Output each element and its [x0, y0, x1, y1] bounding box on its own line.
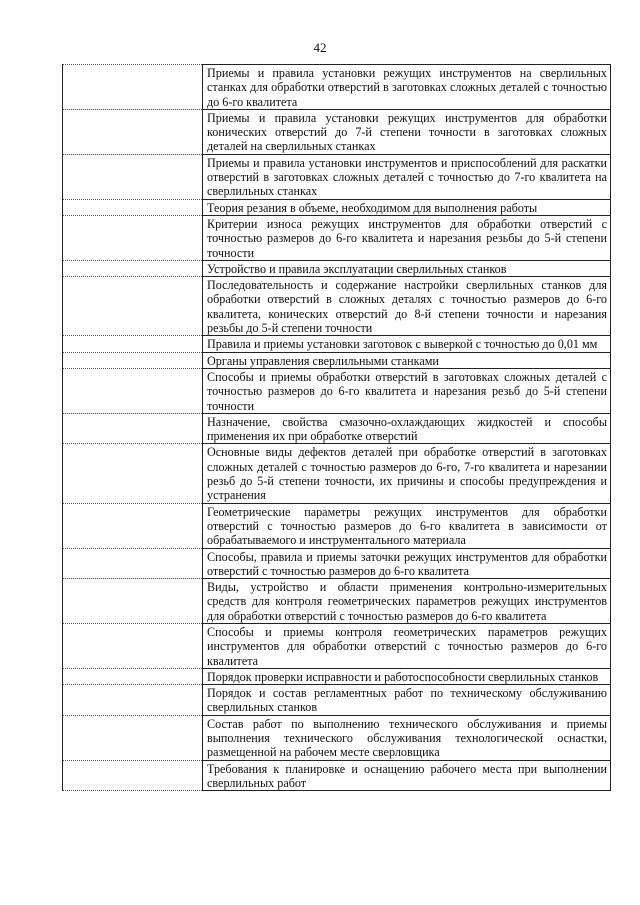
knowledge-item-text: Способы, правила и приемы заточки режущих инструментов для обработки отверстий с точностью размеров до 6-го квалитета — [207, 549, 607, 578]
table-cell-knowledge — [203, 352, 611, 368]
table-cell-knowledge — [203, 336, 611, 352]
knowledge-item-text: Виды, устройство и области применения контрольно-измерительных средств для контроля геометрических параметров режущих инструментов для обработки отверстий с точностью размеров до 6-го квалитета — [207, 580, 607, 623]
requirements-table-wrapper — [62, 64, 610, 791]
table-cell-label-empty — [63, 277, 203, 336]
table-cell-label-empty — [63, 760, 203, 791]
table-cell-knowledge — [203, 685, 611, 716]
table-cell-label-empty — [63, 579, 203, 624]
table-cell-label-empty — [63, 368, 203, 413]
knowledge-item-text: Приемы и правила установки режущих инструментов для обработки конических отверстий до 7-й степени точности в заготовках сложных деталей на сверлильных станках — [207, 110, 607, 154]
knowledge-item-text: Последовательность и содержание настройки сверлильных станков для обработки отверстий в сложных деталях с точностью размеров до 6-го квалитета, конических отверстий до 8-й степени точности и нарезания резьбы до 5-й степени точности — [207, 278, 607, 336]
knowledge-item-text: Состав работ по выполнению технического обслуживания и приемы выполнения технического обслуживания технологической оснастки, размещенной на рабочем месте сверловщика — [207, 716, 607, 760]
table-row — [63, 444, 611, 503]
table-cell-knowledge — [203, 368, 611, 413]
table-cell-label-empty — [63, 199, 203, 215]
table-cell-label-empty — [63, 623, 203, 668]
knowledge-item-text: Способы и приемы обработки отверстий в заготовках сложных деталей с точностью размеров до 6-го квалитета и нарезания резьб до 5-й степени точности — [207, 369, 607, 413]
table-row — [63, 336, 611, 352]
table-cell-label-empty — [63, 715, 203, 760]
requirements-table-body — [63, 65, 611, 791]
table-cell-label-empty — [63, 668, 203, 684]
table-row — [63, 260, 611, 276]
table-cell-knowledge — [203, 715, 611, 760]
table-cell-label-empty — [63, 352, 203, 368]
knowledge-item-text: Приемы и правила установки режущих инструментов на сверлильных станках для обработки отверстий в заготовках сложных деталей с точностью до 6-го квалитета — [207, 66, 607, 109]
table-cell-label-empty — [63, 548, 203, 579]
knowledge-item-text: Способы и приемы контроля геометрических параметров режущих инструментов для обработки отверстий с точностью размеров до 6-го квалитета — [207, 624, 607, 668]
table-row — [63, 715, 611, 760]
table-cell-label-empty — [63, 260, 203, 276]
table-cell-knowledge — [203, 199, 611, 215]
knowledge-item-text: Устройство и правила эксплуатации сверлильных станков — [207, 261, 507, 276]
table-cell-label-empty — [63, 503, 203, 548]
table-cell-label-empty — [63, 154, 203, 199]
table-cell-knowledge — [203, 65, 611, 110]
table-cell-label-empty — [63, 336, 203, 352]
knowledge-item-text: Теория резания в объеме, необходимом для выполнения работы — [207, 200, 538, 215]
table-row — [63, 623, 611, 668]
knowledge-item-text: Критерии износа режущих инструментов для обработки отверстий с точностью размеров до 6-го квалитета и нарезания резьбы до 5-й степени точности — [207, 216, 607, 260]
knowledge-item-text: Правила и приемы установки заготовок с выверкой с точностью до 0,01 мм — [207, 337, 598, 352]
table-row — [63, 65, 611, 110]
table-cell-knowledge — [203, 548, 611, 579]
table-cell-label-empty — [63, 215, 203, 260]
table-cell-knowledge — [203, 579, 611, 624]
table-row — [63, 548, 611, 579]
knowledge-item-text: Органы управления сверлильными станками — [207, 353, 439, 368]
table-cell-knowledge — [203, 760, 611, 791]
knowledge-item-text: Основные виды дефектов деталей при обработке отверстий в заготовках сложных деталей с точностью размеров до 6-го, 7-го квалитета и нарезании резьб до 5-й степени точности, их причины и способы предупреждения и устранения — [207, 445, 607, 503]
knowledge-item-text: Геометрические параметры режущих инструментов для обработки отверстий с точностью размеров до 6-го квалитета в зависимости от обрабатываемого и инструментального материала — [207, 504, 607, 548]
table-row — [63, 154, 611, 199]
table-cell-knowledge — [203, 277, 611, 336]
requirements-table — [62, 64, 611, 791]
table-cell-label-empty — [63, 65, 203, 110]
table-cell-knowledge — [203, 109, 611, 154]
table-cell-knowledge — [203, 413, 611, 444]
table-cell-knowledge — [203, 215, 611, 260]
knowledge-item-text: Порядок и состав регламентных работ по техническому обслуживанию сверлильных станков — [207, 686, 607, 715]
table-row — [63, 760, 611, 791]
table-cell-knowledge — [203, 444, 611, 503]
knowledge-item-text: Требования к планировке и оснащению рабочего места при выполнении сверлильных работ — [207, 761, 607, 790]
page-number: 42 — [313, 40, 327, 55]
knowledge-item-text: Назначение, свойства смазочно-охлаждающих жидкостей и способы применения их при обработке отверстий — [207, 414, 607, 444]
table-cell-knowledge — [203, 668, 611, 684]
table-row — [63, 215, 611, 260]
table-cell-knowledge — [203, 260, 611, 276]
table-row — [63, 685, 611, 716]
table-cell-label-empty — [63, 109, 203, 154]
table-row — [63, 503, 611, 548]
table-cell-knowledge — [203, 623, 611, 668]
table-cell-knowledge — [203, 154, 611, 199]
knowledge-item-text: Приемы и правила установки инструментов и приспособлений для раскатки отверстий в заготовках сложных деталей с точностью до 7-го квалитета на сверлильных станках — [207, 155, 607, 199]
table-row — [63, 668, 611, 684]
table-row — [63, 413, 611, 444]
knowledge-item-text: Порядок проверки исправности и работоспособности сверлильных станков — [207, 669, 599, 684]
table-row — [63, 368, 611, 413]
table-row — [63, 277, 611, 336]
table-row — [63, 199, 611, 215]
table-cell-label-empty — [63, 444, 203, 503]
table-row — [63, 352, 611, 368]
table-cell-knowledge — [203, 503, 611, 548]
table-cell-label-empty — [63, 685, 203, 716]
table-cell-label-empty — [63, 413, 203, 444]
table-row — [63, 579, 611, 624]
table-row — [63, 109, 611, 154]
